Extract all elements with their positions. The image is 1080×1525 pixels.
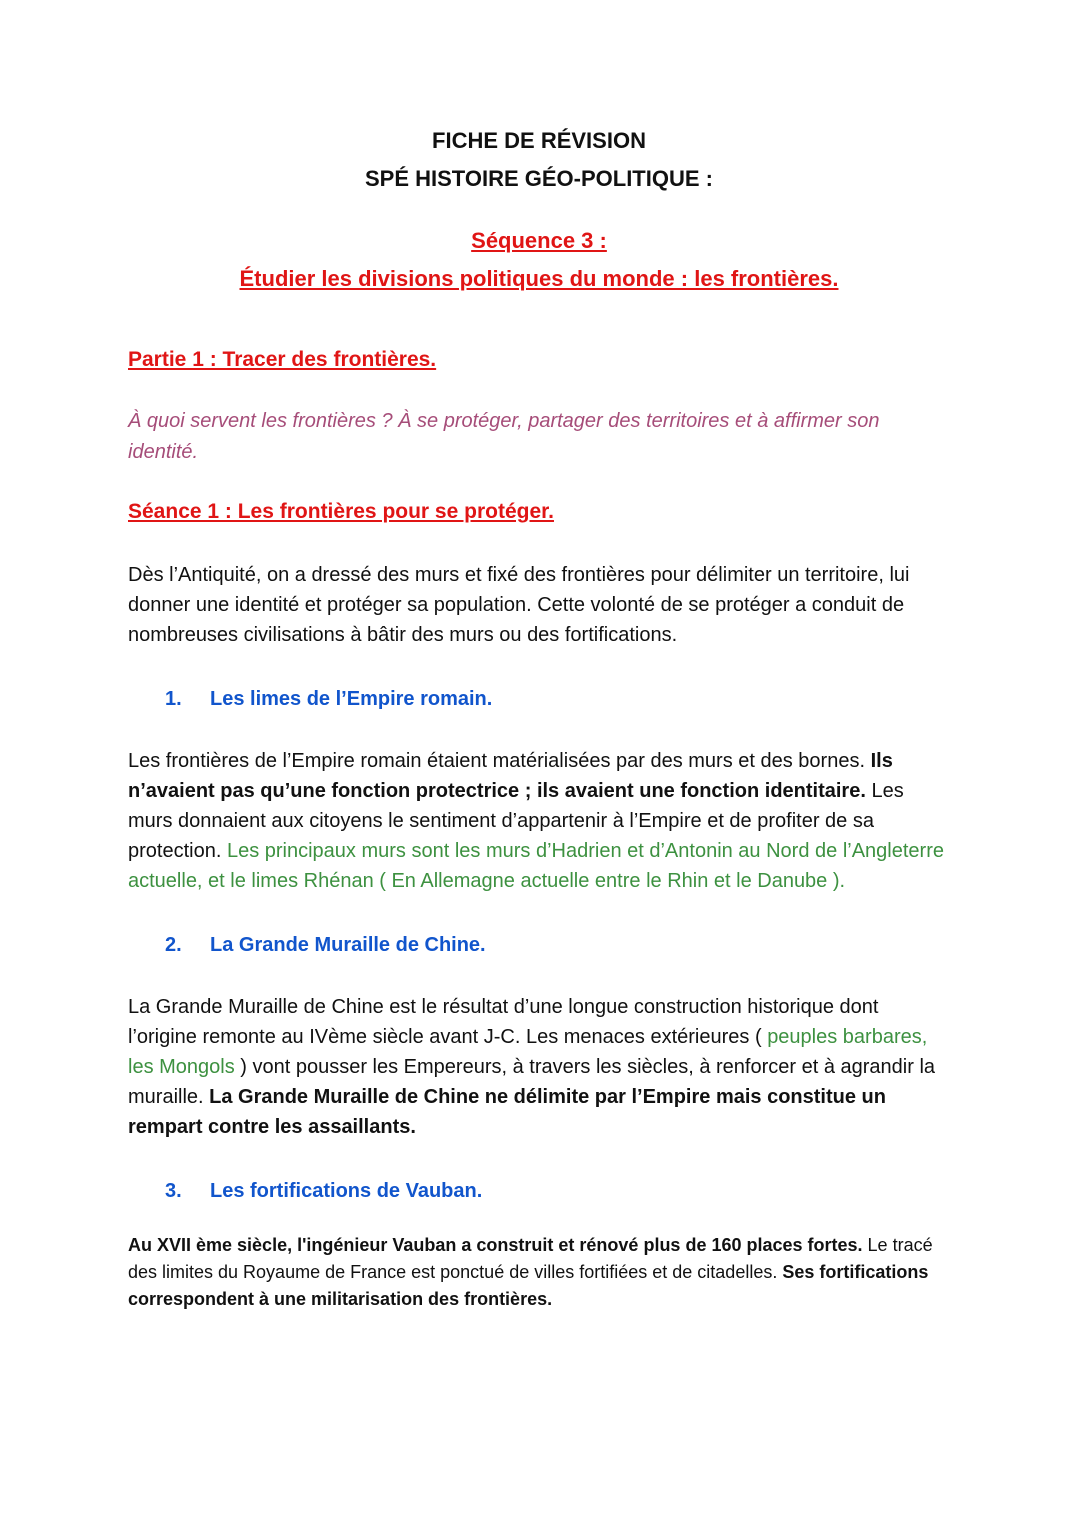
text-run: Les frontières de l’Empire romain étaient matérialisées par des murs et des bornes.: [128, 750, 871, 772]
text-run: Les murs donnaient aux citoyens le sentiment d’appartenir à l’Empire et de profiter de sa protection.: [128, 780, 904, 862]
sequence-heading-line-2: Étudier les divisions politiques du monde : les frontières.: [239, 266, 839, 291]
section-heading-3: [128, 1176, 950, 1206]
section-title: La Grande Muraille de Chine.: [210, 934, 486, 956]
seance-heading: Séance 1 : Les frontières pour se protéger.: [128, 500, 554, 523]
doc-title-line-2: SPÉ HISTOIRE GÉO-POLITIQUE :: [365, 166, 713, 191]
section-paragraph-3: [128, 1232, 950, 1313]
text-run: La Grande Muraille de Chine est le résultat d’une longue construction historique dont l’origine remonte au IVème siècle avant J-C. Les menaces extérieures (: [128, 996, 879, 1048]
intro-paragraph: Dès l’Antiquité, on a dressé des murs et fixé des frontières pour délimiter un territoire, lui donner une identité et protéger sa population. Cette volonté de se protéger a conduit de nombreuses civilisations à bâtir des murs ou des fortifications.: [128, 564, 910, 646]
sequence-heading: [128, 222, 950, 298]
doc-title: [128, 122, 950, 198]
text-run: peuples barbares, les Mongols: [128, 1026, 928, 1078]
intro-question: À quoi servent les frontières ? À se protéger, partager des territoires et à affirmer son identité.: [128, 410, 880, 463]
sequence-heading-line-1: Séquence 3 :: [471, 228, 607, 253]
text-run: La Grande Muraille de Chine ne délimite par l’Empire mais constitue un rempart contre les assaillants.: [128, 1086, 886, 1138]
part-heading: Partie 1 : Tracer des frontières.: [128, 348, 437, 371]
section-title: Les fortifications de Vauban.: [210, 1180, 483, 1202]
text-run: Ils n’avaient pas qu’une fonction protectrice ; ils avaient une fonction identitaire.: [128, 750, 893, 802]
text-run: Ses fortifications correspondent à une militarisation des frontières.: [128, 1262, 929, 1309]
text-run: ) vont pousser les Empereurs, à travers les siècles, à renforcer et à agrandir la muraille.: [128, 1056, 936, 1108]
section-heading-2: [128, 930, 950, 960]
text-run: Les principaux murs sont les murs d’Hadrien et d’Antonin au Nord de l’Angleterre actuelle, et le limes Rhénan ( En Allemagne actuelle entre le Rhin et le Danube ).: [128, 840, 944, 892]
section-paragraph-1: [128, 746, 950, 896]
text-run: Le tracé des limites du Royaume de France est ponctué de villes fortifiées et de citadelles.: [128, 1235, 933, 1282]
section-number: 2.: [165, 934, 182, 956]
doc-title-line-1: FICHE DE RÉVISION: [432, 128, 646, 153]
text-run: Au XVII ème siècle, l'ingénieur Vauban a construit et rénové plus de 160 places fortes.: [128, 1235, 863, 1255]
section-paragraph-2: [128, 992, 950, 1142]
section-number: 1.: [165, 688, 182, 710]
section-title: Les limes de l’Empire romain.: [210, 688, 493, 710]
section-heading-1: [128, 684, 950, 714]
section-number: 3.: [165, 1180, 182, 1202]
